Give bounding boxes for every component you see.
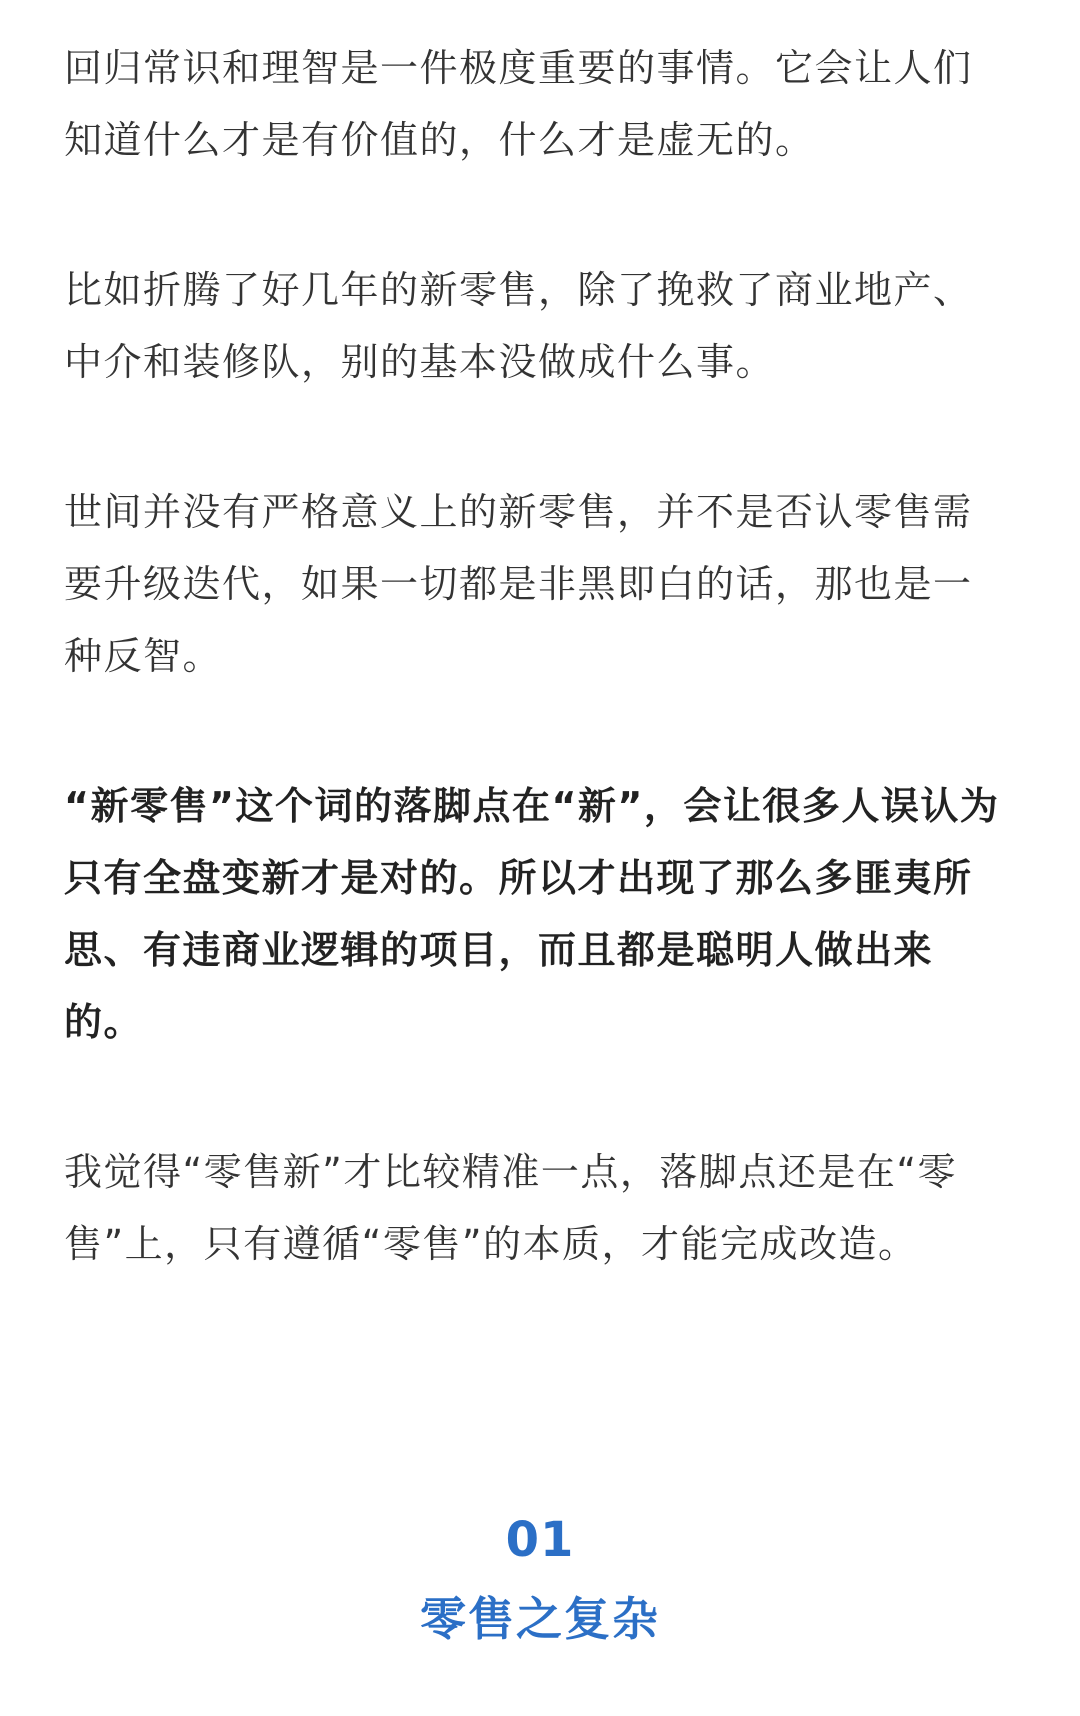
article-body — [64, 32, 1010, 1358]
paragraph: 世间并没有严格意义上的新零售，并不是否认零售需要升级迭代，如果一切都是非黑即白的话，那也是一种反智。 — [64, 490, 973, 678]
paragraph: 比如折腾了好几年的新零售，除了挽救了商业地产、中介和装修队，别的基本没做成什么事。 — [64, 268, 973, 384]
paragraph: 回归常识和理智是一件极度重要的事情。它会让人们知道什么才是有价值的，什么才是虚无的。 — [64, 46, 973, 162]
section-heading — [0, 1508, 1080, 1660]
section-number: 01 — [505, 1512, 575, 1568]
paragraph: 我觉得“零售新”才比较精准一点，落脚点还是在“零售”上，只有遵循“零售”的本质，才能完成改造。 — [64, 1150, 958, 1266]
section-title: 零售之复杂 — [420, 1592, 660, 1646]
paragraph-emphasized: “新零售”这个词的落脚点在“新”，会让很多人误认为只有全盘变新才是对的。所以才出现了那么多匪夷所思、有违商业逻辑的项目，而且都是聪明人做出来的。 — [64, 784, 1000, 1044]
